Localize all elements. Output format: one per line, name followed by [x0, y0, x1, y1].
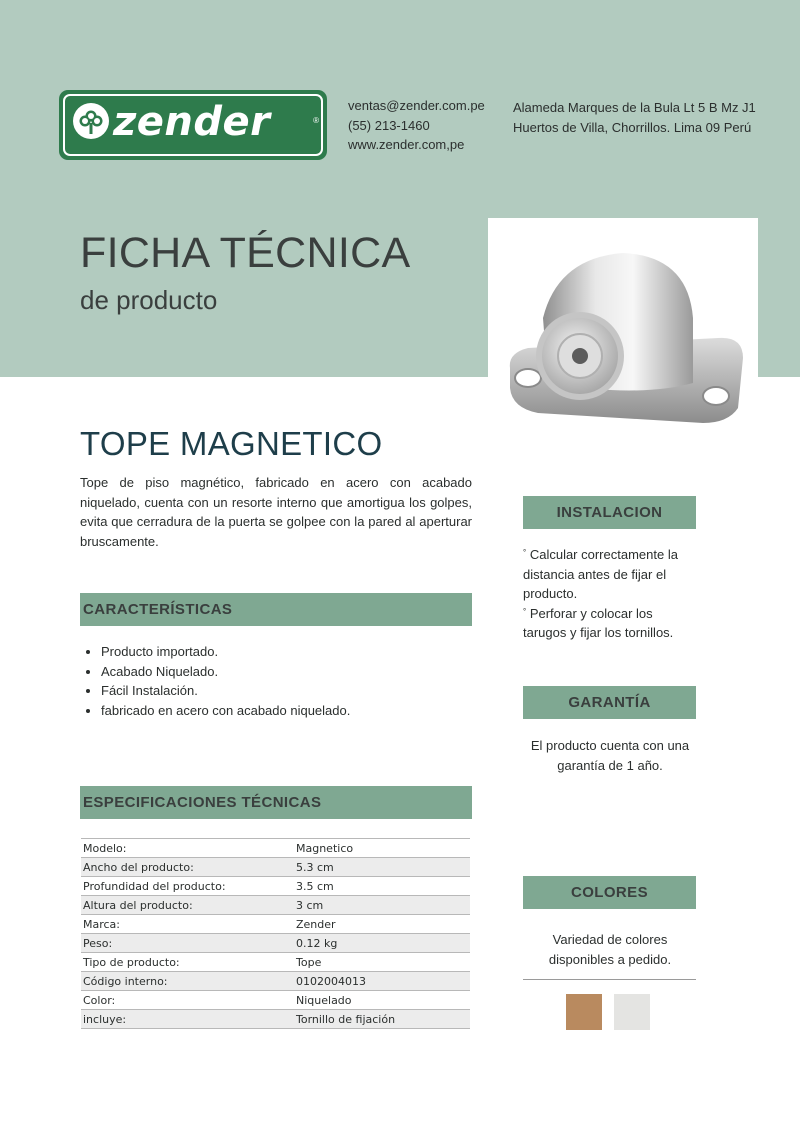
instalacion-steps: [523, 545, 701, 643]
page-title: FICHA TÉCNICA: [80, 229, 411, 277]
color-swatch-bronze: [566, 994, 602, 1030]
contact-website[interactable]: www.zender.com,pe: [348, 137, 465, 152]
address-line: Alameda Marques de la Bula Lt 5 B Mz J1: [513, 100, 756, 115]
bullet-icon: [86, 709, 90, 713]
table-row: Tipo de producto: Tope: [81, 953, 470, 972]
bullet-icon: [86, 650, 90, 654]
address-info: [513, 98, 756, 137]
install-step: ° Calcular correctamente la: [523, 547, 678, 562]
list-item: Acabado Niquelado.: [80, 662, 350, 682]
tree-icon: [71, 101, 111, 141]
install-step: ° Perforar y colocar los: [523, 605, 653, 621]
table-row: Color: Niquelado: [81, 991, 470, 1010]
install-step-line: producto.: [523, 586, 578, 601]
product-title: TOPE MAGNETICO: [80, 425, 383, 462]
contact-email[interactable]: ventas@zender.com.pe: [348, 98, 485, 113]
page-subtitle: de producto: [80, 285, 218, 315]
garantia-text: El producto cuenta con una garantía de 1 año.: [530, 738, 690, 773]
colores-divider: [523, 979, 696, 980]
table-row: Ancho del producto: 5.3 cm: [81, 858, 470, 877]
install-step-line: tarugos y fijar los tornillos.: [523, 625, 674, 640]
table-row: Modelo: Magnetico: [81, 839, 470, 858]
instalacion-heading: INSTALACION: [523, 496, 696, 529]
address-line: Huertos de Villa, Chorrillos. Lima 09 Perú: [513, 119, 752, 135]
bullet-icon: [86, 689, 90, 693]
registered-mark: ®: [313, 116, 319, 125]
colores-heading: COLORES: [523, 876, 696, 909]
table-row: incluye: Tornillo de fijación: [81, 1010, 470, 1029]
zender-logo: [59, 90, 327, 160]
product-photo: [488, 218, 758, 455]
list-item: Fácil Instalación.: [80, 681, 350, 701]
contact-info: [348, 96, 485, 155]
features-list: [80, 642, 350, 720]
table-row: Altura del producto: 3 cm: [81, 896, 470, 915]
color-swatch-nickel: [614, 994, 650, 1030]
bullet-icon: [86, 670, 90, 674]
magnetic-door-stop-image: [488, 218, 758, 455]
product-description: Tope de piso magnético, fabricado en acero con acabado niquelado, cuenta con un resorte interno que amortigua los golpes, evita que cerradura de la puerta se golpee con la pared al aperturar bruscamente.: [80, 475, 472, 549]
table-row: Profundidad del producto: 3.5 cm: [81, 877, 470, 896]
garantia-heading: GARANTÍA: [523, 686, 696, 719]
table-row: Peso: 0.12 kg: [81, 934, 470, 953]
degree-bullet: °: [523, 548, 527, 557]
especificaciones-heading: ESPECIFICACIONES TÉCNICAS: [80, 786, 472, 819]
install-step-line: distancia antes de fijar el: [523, 566, 667, 582]
contact-phone: (55) 213-1460: [348, 117, 430, 133]
table-row: Código interno: 0102004013: [81, 972, 470, 991]
degree-bullet: °: [523, 606, 527, 616]
list-item: fabricado en acero con acabado niquelado.: [80, 701, 350, 721]
colores-text: Variedad de colores disponibles a pedido.: [548, 932, 672, 967]
caracteristicas-heading: CARACTERÍSTICAS: [80, 593, 472, 626]
specs-table: [81, 838, 470, 1029]
list-item: Producto importado.: [80, 642, 350, 662]
logo-wordmark: zender: [113, 99, 271, 145]
table-row: Marca: Zender: [81, 915, 470, 934]
